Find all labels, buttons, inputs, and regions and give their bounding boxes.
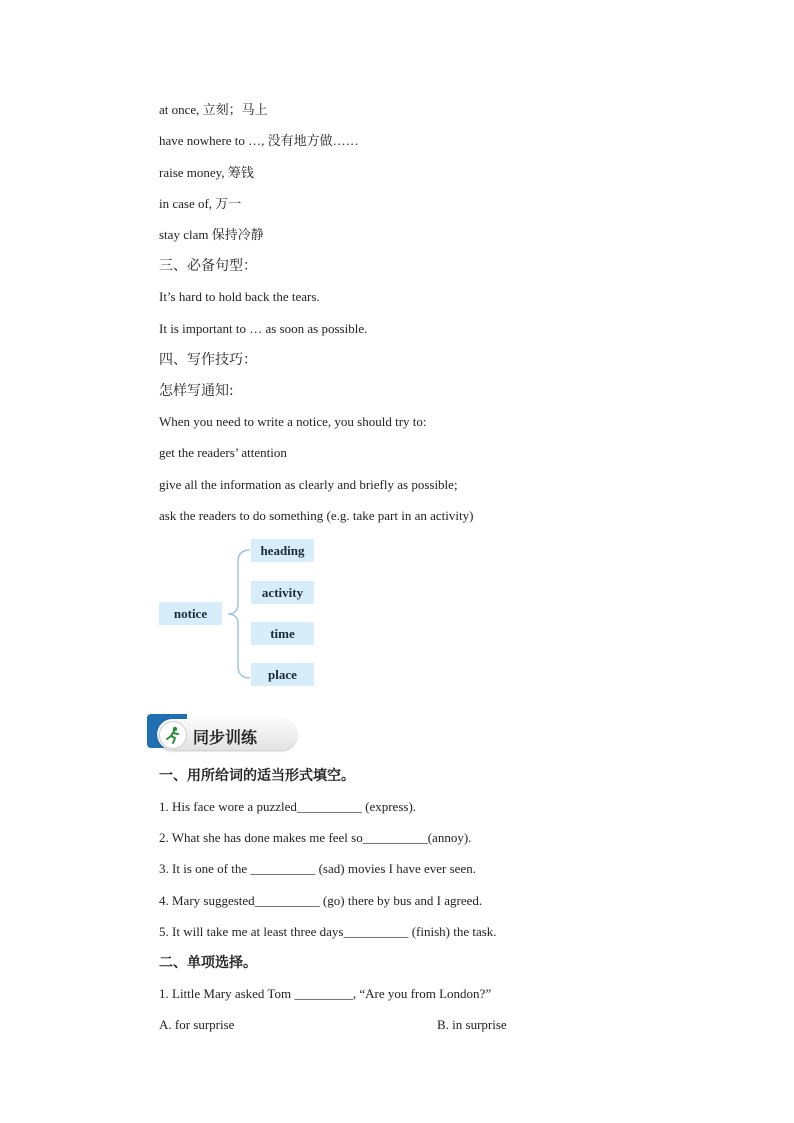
option-a: A. for surprise [159,1017,235,1032]
section-heading: 四、写作技巧： [159,352,257,368]
exercise-item: 1. His face wore a puzzled__________ (express). [159,799,417,814]
sentence-pattern: It is important to … as soon as possible. [159,321,368,336]
mindmap-node-time: time [251,622,314,645]
mindmap-root: notice [159,602,222,625]
section-subheading: 怎样写通知: [159,383,234,399]
exercise-item: 2. What she has done makes me feel so__________(annoy). [159,830,472,845]
mindmap-node-place: place [251,663,314,686]
phrase-item: have nowhere to …, 没有地方做…… [159,133,359,148]
writing-tip: ask the readers to do something (e.g. take part in an activity) [159,508,474,523]
mindmap-brace [222,548,252,680]
option-b: B. in surprise [437,1017,507,1032]
exercise-heading: 一、用所给词的适当形式填空。 [159,768,355,784]
running-figure-icon [159,721,187,749]
exercise-item: 4. Mary suggested__________ (go) there by bus and I agreed. [159,893,483,908]
banner-title: 同步训练 [193,728,258,747]
exercise-question: 1. Little Mary asked Tom _________, “Are you from London?” [159,986,492,1001]
phrase-item: in case of, 万一 [159,196,242,211]
phrase-item: raise money, 筹钱 [159,165,254,180]
sentence-pattern: It’s hard to hold back the tears. [159,289,320,304]
mindmap-node-activity: activity [251,581,314,604]
exercise-heading: 二、单项选择。 [159,955,257,971]
exercise-item: 5. It will take me at least three days__________ (finish) the task. [159,924,497,939]
phrase-item: at once, 立刻；马上 [159,102,268,117]
writing-tip: When you need to write a notice, you should try to: [159,414,427,429]
writing-tip: give all the information as clearly and briefly as possible; [159,477,458,492]
mindmap-node-heading: heading [251,539,314,562]
section-heading: 三、必备句型： [159,258,257,274]
exercise-item: 3. It is one of the __________ (sad) movies I have ever seen. [159,861,476,876]
writing-tip: get the readers’ attention [159,445,287,460]
phrase-item: stay clam 保持冷静 [159,227,264,242]
section-banner [147,714,297,750]
